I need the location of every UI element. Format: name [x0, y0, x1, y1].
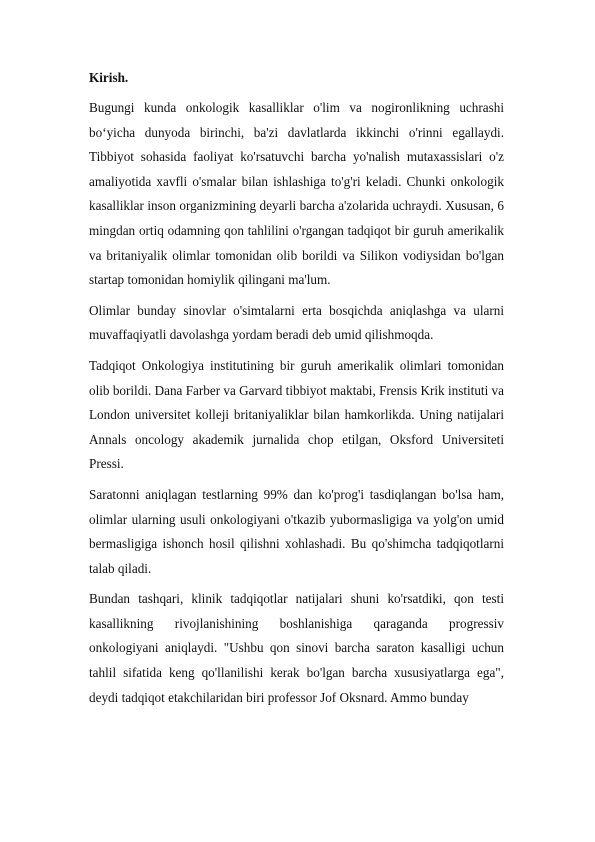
paragraph-intro: Bugungi kunda onkologik kasalliklar o'lim va nogironlikning uchrashi bo‘yicha dunyoda birinchi, ba'zi davlatlarda ikkinchi o'rinni egallaydi. Tibbiyot sohasida faoliyat ko'rsatuvchi barcha yo'nalish mutaxassislari o'z amaliyotida xavfli o'smalar bilan ishlashiga to'g'ri keladi. Chunki onkologik kasalliklar inson organizmining deyarli barcha a'zolarida uchraydi. Xususan, 6 mingdan ortiq odamning qon tahlilini o'rgangan tadqiqot bir guruh amerikalik va britaniyalik olimlar tomonidan olib borildi va Silikon vodiysidan bo'lgan startap tomonidan homiylik qilingani ma'lum.	[89, 100, 504, 288]
paragraph-hope: Olimlar bunday sinovlar o'simtalarni erta bosqichda aniqlashga va ularni muvaffaqiyatli davolashga yordam beradi deb umid qilishmoqda.	[89, 302, 504, 343]
document-page	[89, 66, 504, 716]
paragraph-results: Bundan tashqari, klinik tadqiqotlar natijalari shuni ko'rsatdiki, qon testi kasallikning rivojlanishining boshlanishiga qaraganda progressiv onkologiyani aniqlaydi. "Ushbu qon sinovi barcha saraton kasalligi uchun tahlil sifatida keng qo'llanilishi kerak bo'lgan barcha xususiyatlarga ega", deydi tadqiqot etakchilaridan biri professor Jof Oksnard. Ammo bunday	[89, 591, 504, 705]
paragraph-research: Tadqiqot Onkologiya institutining bir guruh amerikalik olimlari tomonidan olib borildi. Dana Farber va Garvard tibbiyot maktabi, Frensis Krik instituti va London universitet kolleji britaniyaliklar bilan hamkorlikda. Uning natijalari Annals oncology akademik jurnalida chop etilgan, Oksford Universiteti Pressi.	[89, 357, 504, 472]
paragraph-tests: Saratonni aniqlagan testlarning 99% dan ko'prog'i tasdiqlangan bo'lsa ham, olimlar ularning usuli onkologiyani o'tkazib yubormasligiga va yolg'on umid bermasligiga ishonch hosil qilishni xohlashadi. Bu qo'shimcha tadqiqotlarni talab qiladi.	[89, 486, 504, 576]
section-heading: Kirish.	[89, 70, 129, 85]
